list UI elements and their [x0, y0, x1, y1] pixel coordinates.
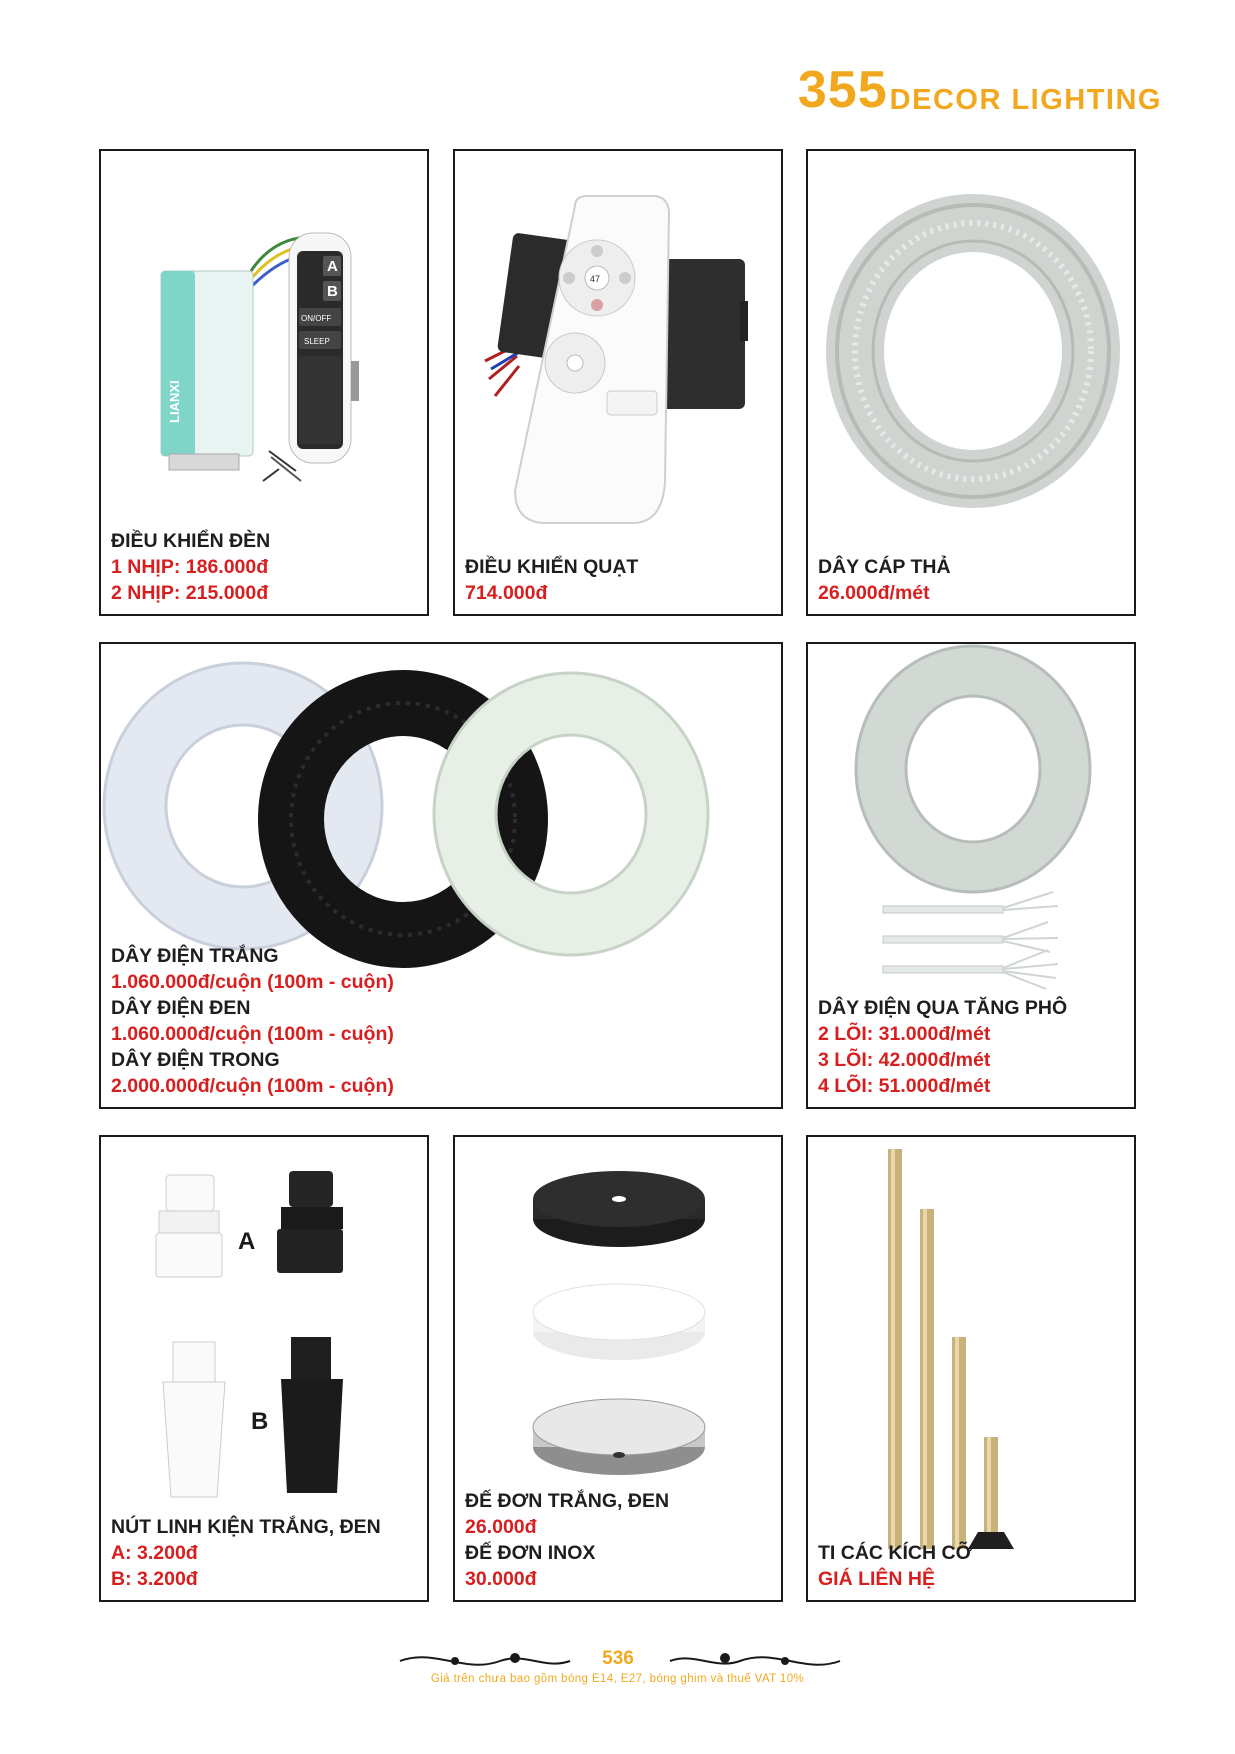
remote-key-sleep: SLEEP: [304, 337, 330, 346]
cable-coil-image: [808, 151, 1138, 618]
product-card-fan-remote: [453, 149, 783, 616]
product-price: A: 3.200đ: [111, 1542, 198, 1564]
product-card-ceiling-base: [453, 1135, 783, 1602]
product-title: TI CÁC KÍCH CỠ: [818, 1542, 973, 1564]
footer-note: Giá trên chưa bao gồm bóng E14, E27, bóng ghim và thuế VAT 10%: [430, 1673, 805, 1685]
brand-name: DECOR LIGHTING: [889, 84, 1162, 116]
caption: [465, 1488, 669, 1592]
product-title: ĐIỀU KHIỂN QUẠT: [465, 556, 639, 578]
remote-key-a: A: [327, 258, 338, 275]
remote-brand-text: LIANXI: [167, 380, 182, 423]
product-card-light-remote: [99, 149, 429, 616]
product-card-ballast-wire: [806, 642, 1136, 1109]
caption: [111, 528, 270, 606]
product-title: ĐẾ ĐƠN TRẮNG, ĐEN: [465, 1490, 670, 1512]
caption: [818, 1540, 972, 1592]
gland-label-a: A: [238, 1228, 256, 1255]
product-title: NÚT LINH KIỆN TRẮNG, ĐEN: [111, 1516, 381, 1538]
product-title: ĐẾ ĐƠN INOX: [465, 1542, 596, 1564]
product-card-hanging-cable: [806, 149, 1136, 616]
product-price: 26.000đ: [465, 1516, 537, 1538]
product-price: 2 NHỊP: 215.000đ: [111, 582, 269, 604]
product-title: DÂY ĐIỆN QUA TĂNG PHÔ: [818, 997, 1068, 1019]
caption: [818, 554, 951, 606]
remote-key-onoff: ON/OFF: [301, 314, 332, 323]
product-price: 26.000đ/mét: [818, 582, 930, 604]
product-title: DÂY ĐIỆN TRONG: [111, 1049, 280, 1071]
page-number: 536: [580, 1646, 656, 1672]
product-price: 4 LÕI: 51.000đ/mét: [818, 1075, 991, 1097]
product-price: 2 LÕI: 31.000đ/mét: [818, 1023, 991, 1045]
product-price: B: 3.200đ: [111, 1568, 198, 1590]
product-price: 2.000.000đ/cuộn (100m - cuộn): [111, 1075, 394, 1097]
caption: [465, 554, 638, 606]
product-price: 714.000đ: [465, 582, 548, 604]
product-price: 1.060.000đ/cuộn (100m - cuộn): [111, 971, 394, 993]
product-price: 30.000đ: [465, 1568, 537, 1590]
brand-logo: [797, 56, 1162, 119]
caption: [111, 943, 394, 1099]
product-price: 1.060.000đ/cuộn (100m - cuộn): [111, 1023, 394, 1045]
brand-number: 355: [797, 61, 888, 119]
gland-label-b: B: [251, 1408, 269, 1435]
product-card-electric-wire: [99, 642, 783, 1109]
product-price: 1 NHỊP: 186.000đ: [111, 556, 269, 578]
product-price: GIÁ LIÊN HỆ: [818, 1568, 936, 1590]
product-title: DÂY ĐIỆN TRẮNG: [111, 945, 279, 967]
caption: [818, 995, 1067, 1099]
product-title: DÂY ĐIỆN ĐEN: [111, 997, 251, 1019]
fan-remote-image: [455, 151, 785, 618]
caption: [111, 1514, 381, 1592]
rods-image: [808, 1137, 1138, 1604]
product-title: DÂY CÁP THẢ: [818, 556, 951, 578]
product-title: ĐIỀU KHIỂN ĐÈN: [111, 530, 271, 552]
fan-remote-button-label: 47: [590, 274, 601, 284]
product-card-rods: [806, 1135, 1136, 1602]
product-card-cable-gland: [99, 1135, 429, 1602]
product-price: 3 LÕI: 42.000đ/mét: [818, 1049, 991, 1071]
remote-key-b: B: [327, 283, 338, 300]
